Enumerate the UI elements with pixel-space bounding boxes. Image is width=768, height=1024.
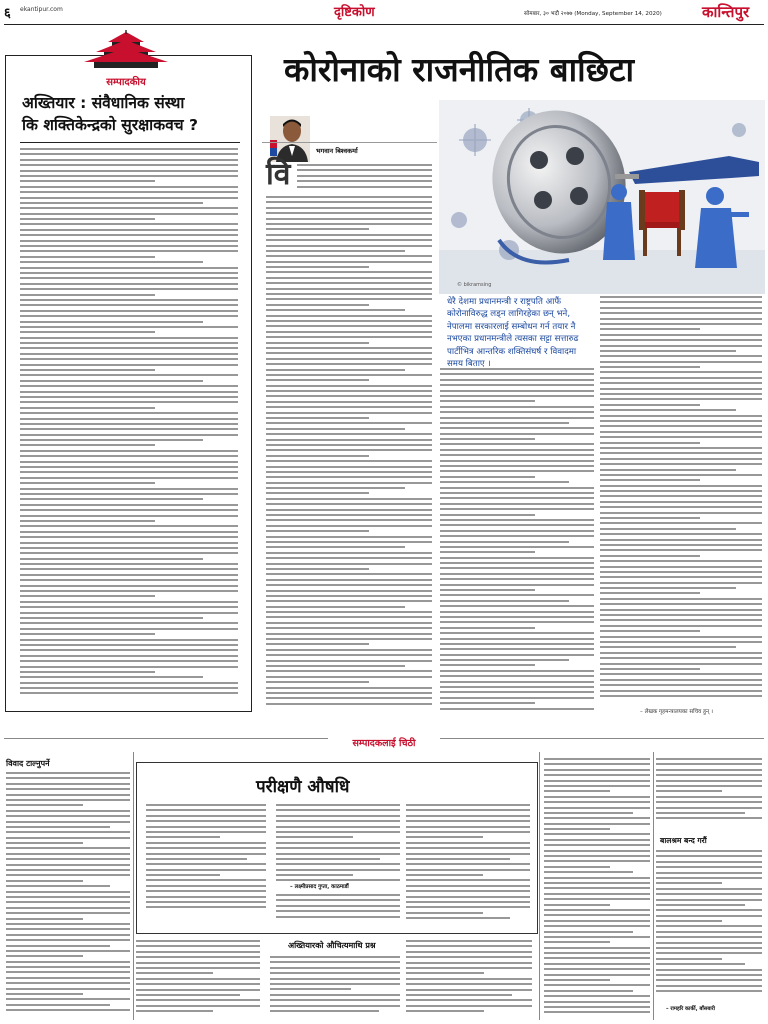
illustration-signature: © bikramsing — [457, 282, 492, 288]
article-col2 — [440, 368, 594, 714]
brand-logo: कान्तिपुर — [702, 3, 750, 21]
author-rule — [262, 142, 437, 143]
letters-banner-text: सम्पादकलाई चिठी — [352, 738, 416, 749]
article-illustration — [439, 100, 765, 294]
letter2-body — [136, 940, 260, 1018]
page-number: ६ — [4, 6, 11, 21]
center-sub-title: अख्तियारको औचित्यमाथि प्रश्न — [288, 941, 376, 950]
editorial-body-text — [20, 148, 238, 704]
article-footer-note: – लेखक गृहमन्त्रालयका सचिव हुन् । — [640, 709, 714, 715]
article-col3 — [600, 296, 762, 706]
editorial-title-line1: अख्तियार : संवैधानिक संस्था — [22, 94, 185, 112]
center-letter-col2b — [276, 894, 400, 926]
letter6-body — [656, 850, 762, 1000]
letter6-top — [656, 758, 762, 828]
author-photo — [270, 116, 310, 162]
center-letter-sign: – लक्ष्मीप्रसाद गुप्ता, काठमाडौं — [290, 884, 349, 890]
letter1-title: विवाद टाल्नुपर्ने — [6, 759, 50, 768]
article-lead-letter: वि — [266, 157, 291, 192]
editorial-title — [22, 92, 244, 136]
letter3-body — [270, 956, 400, 1018]
editorial-label-text: सम्पादकीय — [106, 77, 146, 88]
letter5-col1 — [544, 758, 650, 1018]
author-name: भगवान बिश्वकर्मा — [316, 147, 358, 155]
center-letter-col3 — [406, 804, 530, 926]
editorial-pagoda-icon — [78, 30, 174, 72]
article-headline: कोरोनाको राजनीतिक बाछिटा — [284, 50, 635, 89]
editorial-title-line2: कि शक्तिकेन्द्रको सुरक्षाकवच ? — [22, 116, 198, 134]
center-letter-col1 — [146, 804, 266, 916]
letter4-body — [406, 940, 532, 1018]
divider-v2 — [539, 752, 540, 1020]
article-col1-top — [297, 164, 432, 194]
divider-v3 — [653, 752, 654, 1020]
letter1-body — [6, 772, 130, 1018]
article-pullquote: धेरै देशमा प्रधानमन्त्री र राष्ट्रपति आफैं कोरोनाविरुद्ध लड्न लागिरहेका छन् भने, नेपालमा सरकारलाई सम्बोधन गर्न तयार नै नभएका प्रधानमन्त्रीले त्यसका सट्टा सत्तारुढ पार्टीभित्र आन्तरिक शक्तिसंघर्ष र विवादमा समय बिताए । — [447, 297, 579, 370]
website-url[interactable]: ekantipur.com — [20, 6, 63, 13]
article-col1 — [266, 196, 432, 714]
section-title: दृष्टिकोण — [334, 5, 375, 20]
editorial-title-rule — [20, 142, 240, 143]
letters-banner — [328, 731, 440, 749]
center-letter-col2 — [276, 804, 400, 890]
page-header — [0, 0, 768, 24]
right-letter-sign: – रामहरि कार्की, बाँसबारी — [666, 1006, 716, 1012]
right-letter-title: बालश्रम बन्द गरौं — [660, 836, 707, 845]
issue-date: सोमबार, ३० भदौ २०७७ (Monday, September 14, 2020) — [524, 11, 662, 17]
center-letter-title: परीक्षणै औषधि — [256, 777, 350, 797]
divider-v1 — [133, 752, 134, 1020]
editorial-label — [70, 70, 182, 88]
header-rule — [4, 24, 764, 25]
